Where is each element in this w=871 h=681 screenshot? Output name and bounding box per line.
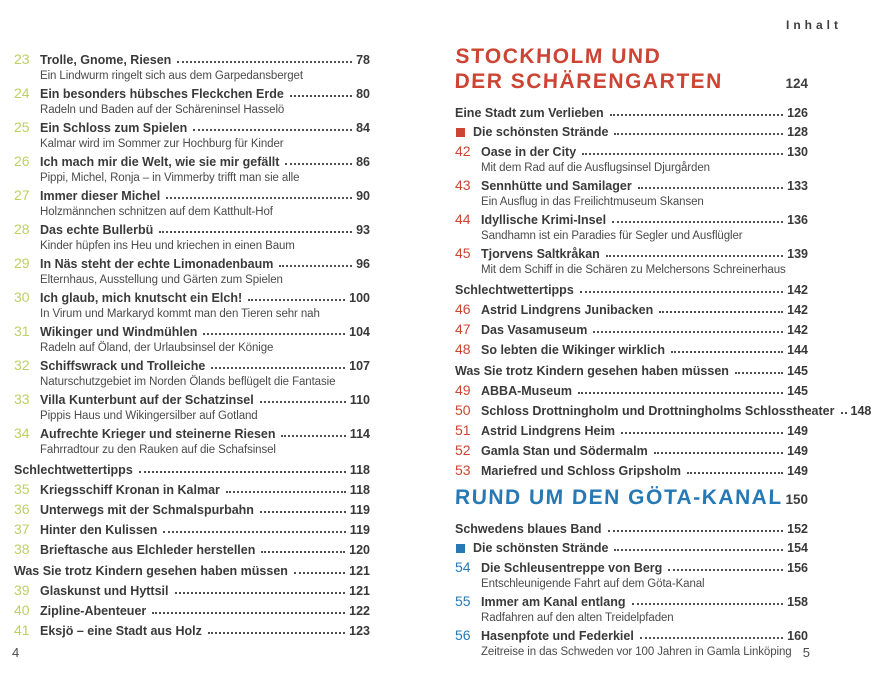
dot-leader-icon	[279, 265, 352, 267]
entry-page-number: 148	[850, 404, 871, 418]
entry-title: Ein Schloss zum Spielen	[40, 121, 188, 135]
dot-leader-icon	[687, 472, 783, 474]
toc-entry-line	[14, 86, 370, 102]
entry-subtitle: Ein Ausflug in das Freilichtmuseum Skansen	[481, 196, 704, 208]
dot-leader-icon	[654, 452, 783, 454]
toc-entry	[14, 603, 370, 619]
toc-entry-line	[14, 222, 370, 238]
toc-right-column	[454, 40, 871, 662]
section-title-line: STOCKHOLM UND	[455, 45, 662, 68]
entry-number: 27	[14, 187, 30, 203]
toc-entry	[455, 322, 808, 338]
entry-number: 44	[455, 211, 471, 227]
entry-title: Oase in der City	[481, 145, 577, 159]
entry-page-number: 104	[349, 325, 370, 339]
toc-entry	[14, 502, 370, 518]
dot-leader-icon	[152, 612, 345, 614]
entry-title: Glaskunst und Hyttsil	[40, 584, 169, 598]
entry-title: Hasenpfote und Federkiel	[481, 629, 634, 643]
dot-leader-icon	[193, 129, 352, 131]
toc-entry	[14, 392, 370, 423]
dot-leader-icon	[248, 299, 345, 301]
entry-title: Astrid Lindgrens Heim	[481, 424, 616, 438]
dot-leader-icon	[139, 471, 346, 473]
dot-leader-icon	[294, 572, 345, 574]
entry-page-number: 126	[787, 106, 808, 120]
entry-subtitle: Ein Lindwurm ringelt sich aus dem Garpedansberget	[40, 70, 303, 82]
entry-title: Eksjö – eine Stadt aus Holz	[40, 624, 202, 638]
dot-leader-icon	[166, 197, 352, 199]
toc-section	[455, 485, 808, 659]
toc-entry	[455, 144, 808, 175]
left-page-number: 4	[12, 645, 20, 660]
square-bullet-icon	[456, 128, 465, 137]
toc-entry-line	[455, 594, 808, 610]
toc-entry	[455, 178, 808, 209]
toc-entry	[14, 426, 370, 457]
entry-number: 45	[455, 245, 471, 261]
entry-page-number: 123	[349, 624, 370, 638]
entry-number: 28	[14, 221, 30, 237]
toc-entry-line	[14, 502, 370, 518]
dot-leader-icon	[159, 231, 352, 233]
entry-page-number: 142	[787, 303, 808, 317]
toc-entry-line	[14, 52, 370, 68]
entry-page-number: 136	[787, 213, 808, 227]
entry-title: Schlechtwettertipps	[455, 283, 574, 297]
entry-page-number: 144	[787, 343, 808, 357]
entry-number: 29	[14, 255, 30, 271]
entry-title: Was Sie trotz Kindern gesehen haben müssen	[14, 564, 288, 578]
entry-number: 33	[14, 391, 30, 407]
entry-title: Villa Kunterbunt auf der Schatzinsel	[40, 393, 254, 407]
toc-entry	[14, 542, 370, 558]
toc-entry-line	[14, 290, 370, 306]
entry-number: 36	[14, 501, 30, 517]
entry-title: Immer am Kanal entlang	[481, 595, 626, 609]
entry-page-number: 158	[787, 595, 808, 609]
entry-title: ABBA-Museum	[481, 384, 572, 398]
entry-title: Was Sie trotz Kindern gesehen haben müssen	[455, 364, 729, 378]
toc-entry	[455, 594, 808, 625]
entry-number: 46	[455, 301, 471, 317]
dot-leader-icon	[177, 61, 352, 63]
toc-entry-line	[455, 463, 808, 479]
entry-number: 55	[455, 593, 471, 609]
toc-entry	[14, 358, 370, 389]
dot-leader-icon	[606, 255, 783, 257]
dot-leader-icon	[621, 432, 783, 434]
entry-subtitle: Pippi, Michel, Ronja – in Vimmerby trifft man sie alle	[40, 172, 300, 184]
toc-entry-line	[14, 188, 370, 204]
toc-entry	[14, 120, 370, 151]
toc-entry-line	[455, 443, 808, 459]
section-page-number: 150	[785, 492, 808, 507]
entry-title: Aufrechte Krieger und steinerne Riesen	[40, 427, 276, 441]
entry-subtitle: Kinder hüpfen ins Heu und kriechen in einen Baum	[40, 240, 295, 252]
toc-entry	[14, 256, 370, 287]
entry-title: Ein besonders hübsches Fleckchen Erde	[40, 87, 284, 101]
entry-page-number: 80	[356, 87, 370, 101]
toc-left-column	[14, 52, 370, 643]
toc-entry	[455, 246, 808, 277]
toc-entry-line	[14, 120, 370, 136]
entry-number: 24	[14, 85, 30, 101]
entry-title: Das Vasamuseum	[481, 323, 588, 337]
entry-number: 48	[455, 341, 471, 357]
toc-entry-line	[455, 628, 808, 644]
toc-entry	[455, 560, 808, 591]
entry-number: 31	[14, 323, 30, 339]
toc-entry-line	[455, 423, 808, 439]
entry-subtitle: Fahrradtour zu den Rauken auf die Schafsinsel	[40, 444, 276, 456]
toc-entry-line	[455, 144, 808, 160]
dot-leader-icon	[163, 531, 345, 533]
toc-entry	[455, 522, 808, 537]
section-title-line: DER SCHÄRENGARTEN	[454, 70, 724, 93]
toc-entry	[14, 564, 370, 579]
entry-page-number: 86	[356, 155, 370, 169]
entry-page-number: 128	[787, 125, 808, 139]
entry-title: Hinter den Kulissen	[40, 523, 158, 537]
toc-entry	[455, 423, 808, 439]
entry-title: Das echte Bullerbü	[40, 223, 154, 237]
entry-title: Ich mach mir die Welt, wie sie mir gefällt	[40, 155, 280, 169]
entry-number: 53	[455, 462, 471, 478]
toc-entry	[14, 482, 370, 498]
toc-entry-line	[455, 402, 871, 419]
entry-page-number: 100	[349, 291, 370, 305]
section-title	[454, 44, 724, 94]
dot-leader-icon	[261, 551, 345, 553]
dot-leader-icon	[203, 333, 345, 335]
entry-number: 49	[455, 382, 471, 398]
toc-entry	[14, 290, 370, 321]
entry-page-number: 139	[787, 247, 808, 261]
toc-entry	[14, 324, 370, 355]
entry-page-number: 84	[356, 121, 370, 135]
entry-title: Brieftasche aus Elchleder herstellen	[40, 543, 256, 557]
entry-number: 43	[455, 177, 471, 193]
toc-entry	[14, 154, 370, 185]
entry-page-number: 118	[349, 463, 370, 477]
entry-title: Gamla Stan und Södermalm	[481, 444, 648, 458]
toc-entry-line	[14, 463, 370, 478]
dot-leader-icon	[281, 435, 345, 437]
entry-number: 52	[455, 442, 471, 458]
toc-entry-line	[14, 583, 370, 599]
entry-page-number: 118	[349, 483, 370, 497]
toc-entry	[14, 52, 370, 83]
toc-section	[454, 40, 871, 479]
dot-leader-icon	[632, 603, 784, 605]
right-page-number: 5	[802, 645, 810, 660]
dot-leader-icon	[659, 311, 783, 313]
entry-title: Tjorvens Saltkråkan	[481, 247, 600, 261]
entry-page-number: 114	[349, 427, 370, 441]
entry-number: 26	[14, 153, 30, 169]
entry-number: 39	[14, 582, 30, 598]
entry-page-number: 119	[349, 523, 370, 537]
toc-entry-line	[455, 560, 808, 576]
toc-entry-line	[455, 246, 808, 262]
dot-leader-icon	[582, 153, 783, 155]
toc-entry	[14, 522, 370, 538]
toc-entry-line	[14, 426, 370, 442]
entry-subtitle: Radfahren auf den alten Treidelpfaden	[481, 612, 674, 624]
entry-subtitle: Sandhamn ist ein Paradies für Segler und Ausflügler	[481, 230, 743, 242]
toc-entry-line	[455, 125, 808, 140]
dot-leader-icon	[580, 291, 783, 293]
section-title-line: RUND UM DEN GÖTA-KANAL	[454, 486, 784, 509]
entry-title: Ich glaub, mich knutscht ein Elch!	[40, 291, 243, 305]
toc-entry	[455, 283, 808, 298]
entry-title: Schiffswrack und Trolleiche	[40, 359, 206, 373]
toc-entry-line	[14, 392, 370, 408]
entry-page-number: 121	[349, 564, 370, 578]
entry-page-number: 149	[787, 444, 808, 458]
entry-title: Immer dieser Michel	[40, 189, 161, 203]
dot-leader-icon	[578, 392, 783, 394]
section-title	[455, 485, 784, 510]
entry-page-number: 122	[349, 604, 370, 618]
entry-title: Die Schleusentreppe von Berg	[481, 561, 663, 575]
entry-subtitle: Entschleunigende Fahrt auf dem Göta-Kanal	[481, 578, 705, 590]
toc-entry	[455, 443, 808, 459]
dot-leader-icon	[211, 367, 345, 369]
toc-entry	[455, 125, 808, 140]
toc-entry-line	[14, 542, 370, 558]
dot-leader-icon	[614, 549, 783, 551]
entry-number: 38	[14, 541, 30, 557]
toc-entry	[455, 364, 808, 379]
entry-page-number: 154	[787, 541, 808, 555]
entry-page-number: 133	[787, 179, 808, 193]
entry-page-number: 130	[787, 145, 808, 159]
entry-page-number: 152	[787, 522, 808, 536]
dot-leader-icon	[610, 114, 783, 116]
section-heading	[455, 485, 808, 510]
toc-entry-line	[14, 154, 370, 170]
entry-page-number: 142	[787, 283, 808, 297]
toc-entry	[14, 623, 370, 639]
toc-entry-line	[455, 302, 808, 318]
toc-entry-line	[14, 603, 370, 619]
entry-page-number: 110	[349, 393, 370, 407]
toc-entry-line	[455, 383, 808, 399]
toc-entry	[455, 383, 808, 399]
toc-entry	[14, 188, 370, 219]
toc-entry	[14, 222, 370, 253]
section-heading	[455, 40, 808, 94]
toc-entry-line	[455, 364, 808, 379]
toc-entry	[455, 302, 808, 318]
entry-subtitle: Radeln auf Öland, der Urlaubsinsel der Könige	[40, 342, 274, 354]
entry-page-number: 156	[787, 561, 808, 575]
entry-title: So lebten die Wikinger wirklich	[481, 343, 665, 357]
entry-title: Zipline-Abenteuer	[40, 604, 147, 618]
entry-page-number: 93	[356, 223, 370, 237]
toc-entry	[455, 342, 808, 358]
entry-subtitle: Radeln und Baden auf der Schäreninsel Hasselö	[40, 104, 285, 116]
toc-entry	[455, 541, 808, 556]
entry-subtitle: Naturschutzgebiet im Norden Ölands beflügelt die Fantasie	[40, 376, 336, 388]
entry-title: Kriegsschiff Kronan in Kalmar	[40, 483, 220, 497]
entry-subtitle: Kalmar wird im Sommer zur Hochburg für Kinder	[40, 138, 284, 150]
dot-leader-icon	[260, 401, 346, 403]
entry-number: 25	[14, 119, 30, 135]
toc-entry	[455, 212, 808, 243]
entry-page-number: 96	[356, 257, 370, 271]
entry-page-number: 121	[349, 584, 370, 598]
dot-leader-icon	[175, 592, 346, 594]
toc-entry-line	[14, 564, 370, 579]
dot-leader-icon	[668, 569, 783, 571]
entry-title: Die schönsten Strände	[473, 541, 609, 555]
toc-entry-line	[14, 324, 370, 340]
dot-leader-icon	[614, 133, 783, 135]
page-header-label: Inhalt	[786, 18, 842, 32]
entry-number: 56	[455, 627, 471, 643]
dot-leader-icon	[208, 632, 345, 634]
entry-number: 37	[14, 521, 30, 537]
entry-page-number: 120	[349, 543, 370, 557]
toc-entry-line	[14, 623, 370, 639]
entry-page-number: 90	[356, 189, 370, 203]
entry-subtitle: Zeitreise in das Schweden vor 100 Jahren in Gamla Linköping	[481, 646, 792, 658]
entry-title: Idyllische Krimi-Insel	[481, 213, 607, 227]
entry-subtitle: In Virum und Markaryd kommt man den Tieren sehr nah	[40, 308, 320, 320]
entry-number: 41	[14, 622, 30, 638]
entry-number: 34	[14, 425, 30, 441]
toc-entry-line	[14, 482, 370, 498]
entry-number: 32	[14, 357, 30, 373]
toc-entry	[14, 86, 370, 117]
entry-subtitle: Mit dem Schiff in die Schären zu Melchersons Schreinerhaus	[481, 264, 786, 276]
entry-subtitle: Mit dem Rad auf die Ausflugsinsel Djurgården	[481, 162, 710, 174]
toc-entry	[14, 583, 370, 599]
section-page-number: 124	[785, 76, 808, 91]
entry-title: Sennhütte und Samilager	[481, 179, 632, 193]
entry-title: Schwedens blaues Band	[455, 522, 602, 536]
entry-title: Die schönsten Strände	[473, 125, 609, 139]
dot-leader-icon	[671, 351, 783, 353]
entry-title: Schlechtwettertipps	[14, 463, 133, 477]
entry-title: Unterwegs mit der Schmalspurbahn	[40, 503, 254, 517]
entry-page-number: 107	[349, 359, 370, 373]
toc-entry-line	[14, 256, 370, 272]
entry-number: 54	[455, 559, 471, 575]
toc-entry-line	[455, 283, 808, 298]
dot-leader-icon	[735, 372, 783, 374]
toc-entry	[455, 402, 871, 419]
entry-title: Trolle, Gnome, Riesen	[40, 53, 172, 67]
dot-leader-icon	[638, 187, 783, 189]
entry-title: Schloss Drottningholm und Drottningholms Schlosstheater	[481, 404, 835, 418]
entry-page-number: 149	[787, 424, 808, 438]
entry-page-number: 119	[349, 503, 370, 517]
toc-entry-line	[455, 522, 808, 537]
entry-number: 47	[455, 321, 471, 337]
toc-entry-line	[455, 178, 808, 194]
toc-entry	[14, 463, 370, 478]
entry-number: 50	[455, 402, 471, 418]
entry-number: 23	[14, 51, 30, 67]
entry-title: In Näs steht der echte Limonadenbaum	[40, 257, 274, 271]
square-bullet-icon	[456, 544, 465, 553]
toc-entry-line	[455, 212, 808, 228]
dot-leader-icon	[841, 412, 847, 414]
entry-title: Wikinger und Windmühlen	[40, 325, 198, 339]
entry-page-number: 145	[787, 384, 808, 398]
entry-page-number: 78	[356, 53, 370, 67]
toc-entry	[455, 106, 808, 121]
entry-page-number: 142	[787, 323, 808, 337]
entry-number: 51	[455, 422, 471, 438]
entry-page-number: 145	[787, 364, 808, 378]
dot-leader-icon	[612, 221, 783, 223]
dot-leader-icon	[285, 163, 352, 165]
dot-leader-icon	[260, 511, 346, 513]
toc-entry-line	[455, 322, 808, 338]
entry-number: 35	[14, 481, 30, 497]
dot-leader-icon	[593, 331, 783, 333]
entry-subtitle: Pippis Haus und Wikingersilber auf Gotland	[40, 410, 258, 422]
entry-page-number: 149	[787, 464, 808, 478]
entry-title: Eine Stadt zum Verlieben	[455, 106, 604, 120]
dot-leader-icon	[290, 95, 352, 97]
toc-entry	[455, 628, 808, 659]
entry-title: Mariefred und Schloss Gripsholm	[481, 464, 682, 478]
entry-number: 40	[14, 602, 30, 618]
entry-page-number: 160	[787, 629, 808, 643]
toc-entry-line	[455, 541, 808, 556]
dot-leader-icon	[640, 637, 783, 639]
toc-entry-line	[455, 342, 808, 358]
entry-subtitle: Elternhaus, Ausstellung und Gärten zum Spielen	[40, 274, 283, 286]
dot-leader-icon	[226, 491, 346, 493]
entry-number: 30	[14, 289, 30, 305]
entry-subtitle: Holzmännchen schnitzen auf dem Katthult-Hof	[40, 206, 273, 218]
toc-entry	[455, 463, 808, 479]
entry-number: 42	[455, 143, 471, 159]
toc-entry-line	[455, 106, 808, 121]
dot-leader-icon	[608, 530, 784, 532]
entry-title: Astrid Lindgrens Junibacken	[481, 303, 654, 317]
toc-entry-line	[14, 358, 370, 374]
toc-entry-line	[14, 522, 370, 538]
